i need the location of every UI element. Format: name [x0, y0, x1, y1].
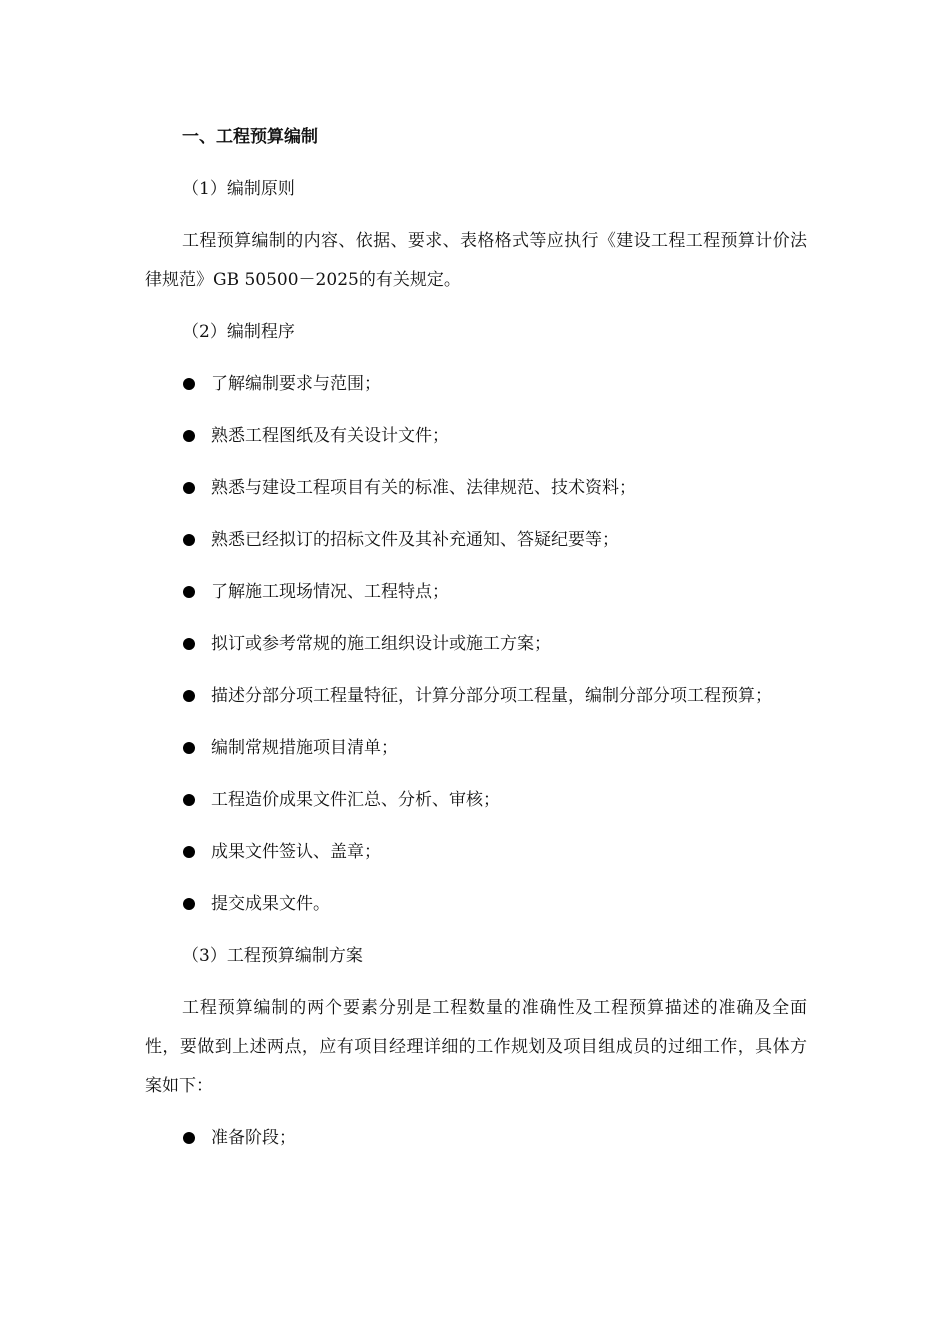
list-item — [145, 521, 807, 560]
list-item-text: 拟订或参考常规的施工组织设计或施工方案； — [211, 634, 551, 654]
bullet-icon — [183, 846, 195, 858]
document-body — [145, 118, 807, 1171]
bullet-icon — [183, 690, 195, 702]
list-item-text: 编制常规措施项目清单； — [211, 738, 398, 758]
bullet-icon — [183, 482, 195, 494]
bullet-icon — [183, 794, 195, 806]
list-item — [145, 573, 807, 612]
list-item — [145, 833, 807, 872]
bullet-icon — [183, 430, 195, 442]
list-item — [145, 729, 807, 768]
bullet-icon — [183, 1132, 195, 1144]
list-item — [145, 1119, 807, 1158]
list-item-text: 提交成果文件。 — [211, 894, 330, 914]
list-item — [145, 885, 807, 924]
list-item — [145, 469, 807, 508]
section-heading: 一、工程预算编制 — [182, 127, 318, 147]
list-item — [145, 365, 807, 404]
bullet-icon — [183, 898, 195, 910]
list-item-text: 描述分部分项工程量特征，计算分部分项工程量，编制分部分项工程预算； — [211, 686, 772, 706]
list-item-text: 了解施工现场情况、工程特点； — [211, 582, 449, 602]
list-item-text: 熟悉已经拟订的招标文件及其补充通知、答疑纪要等； — [211, 530, 619, 550]
list-item — [145, 417, 807, 456]
list-item — [145, 781, 807, 820]
list-item-text: 工程造价成果文件汇总、分析、审核； — [211, 790, 500, 810]
subsection-title-principles: （1）编制原则 — [182, 179, 295, 199]
list-item-text: 熟悉工程图纸及有关设计文件； — [211, 426, 449, 446]
subsection-title-procedure: （2）编制程序 — [182, 322, 295, 342]
list-item — [145, 625, 807, 664]
bullet-icon — [183, 742, 195, 754]
paragraph-principles: 工程预算编制的内容、依据、要求、表格格式等应执行《建设工程工程预算计价法律规范》GB 50500－2025的有关规定。 — [145, 231, 807, 290]
list-item-text: 熟悉与建设工程项目有关的标准、法律规范、技术资料； — [211, 478, 636, 498]
list-item-text: 了解编制要求与范围； — [211, 374, 381, 394]
bullet-icon — [183, 534, 195, 546]
list-item-text: 成果文件签认、盖章； — [211, 842, 381, 862]
bullet-icon — [183, 586, 195, 598]
bullet-icon — [183, 378, 195, 390]
bullet-icon — [183, 638, 195, 650]
list-item-text: 准备阶段； — [211, 1128, 296, 1148]
list-item — [145, 677, 807, 716]
paragraph-plan: 工程预算编制的两个要素分别是工程数量的准确性及工程预算描述的准确及全面性，要做到上述两点，应有项目经理详细的工作规划及项目组成员的过细工作，具体方案如下： — [145, 998, 807, 1096]
subsection-title-plan: （3）工程预算编制方案 — [182, 946, 363, 966]
